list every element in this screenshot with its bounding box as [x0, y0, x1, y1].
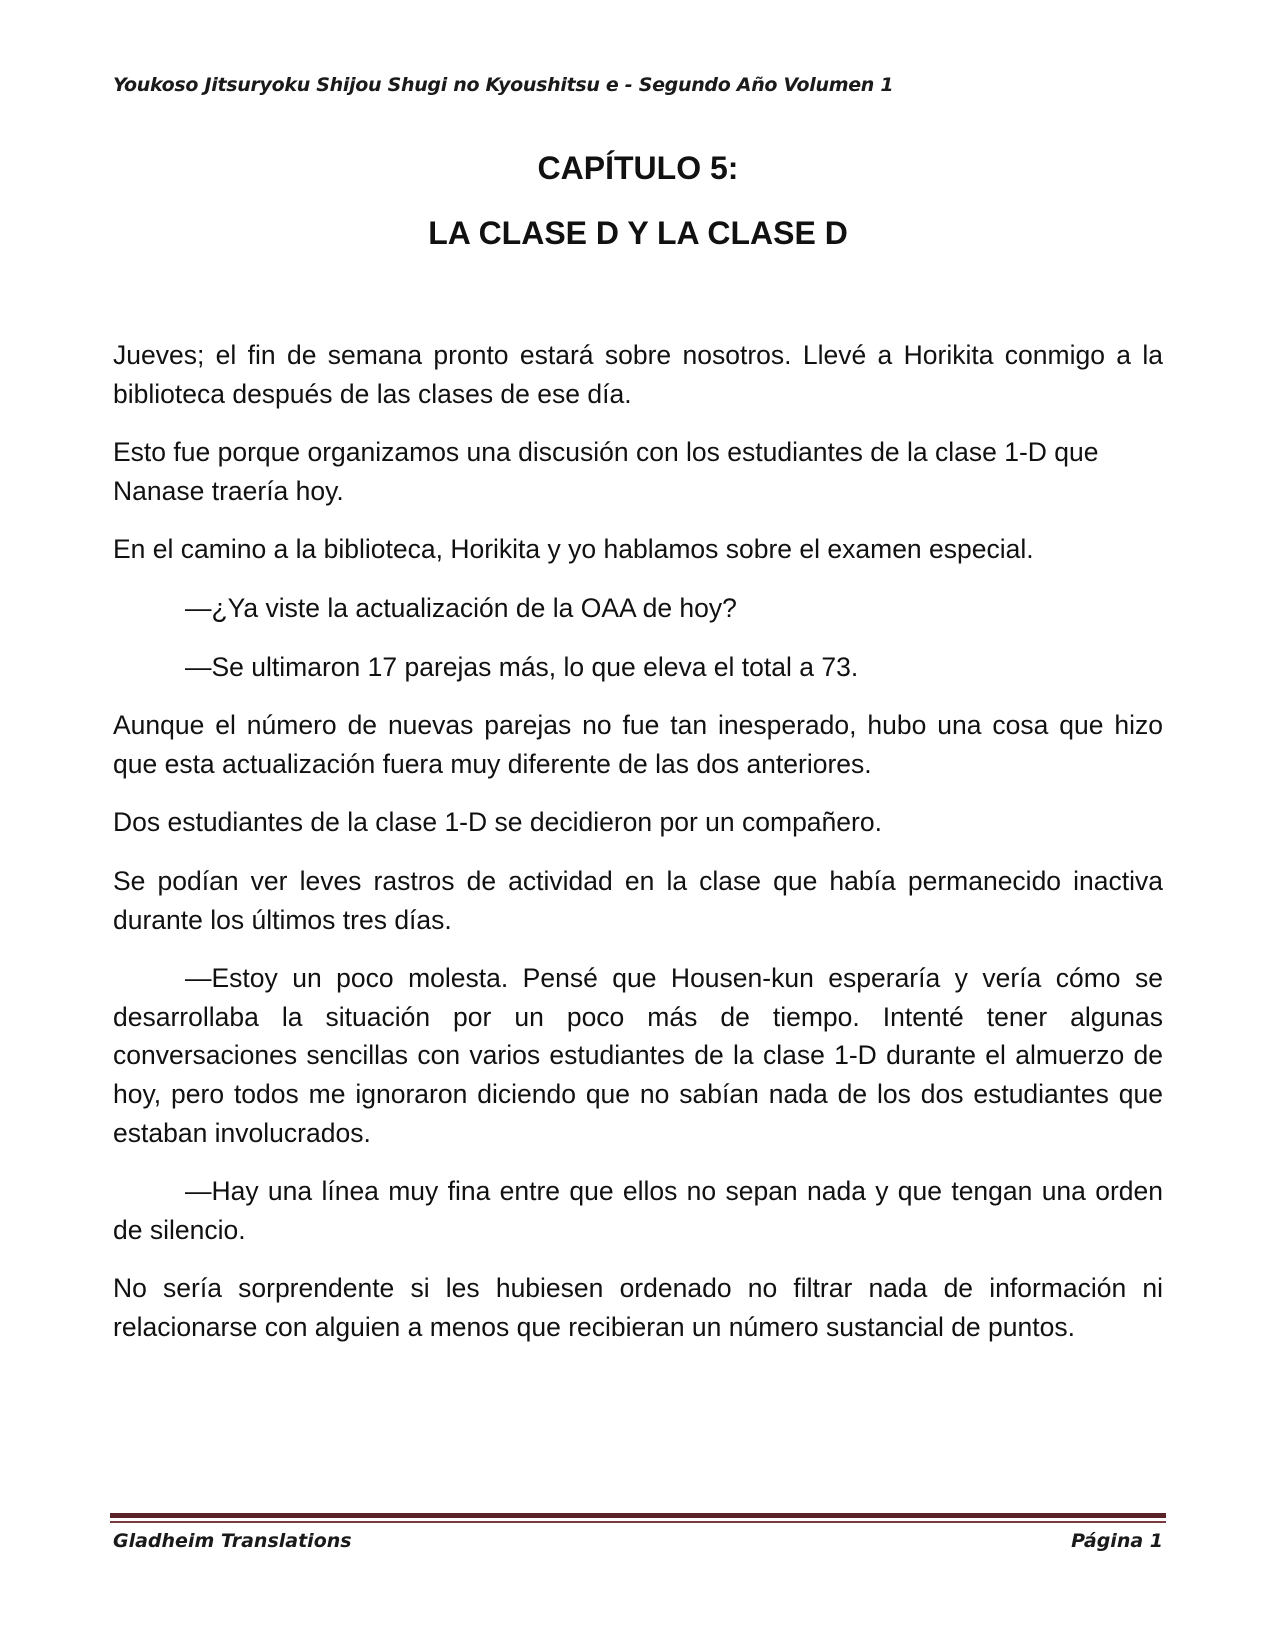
chapter-number: CAPÍTULO 5:: [537, 150, 739, 186]
chapter-title: LA CLASE D Y LA CLASE D: [428, 215, 848, 251]
paragraph: Se podían ver leves rastros de actividad en la clase que había permanecido inactiva durante los últimos tres días.: [113, 865, 1163, 935]
body-text: [113, 336, 1163, 1366]
paragraph: No sería sorprendente si les hubiesen ordenado no filtrar nada de información ni relacionarse con alguien a menos que recibieran un número sustancial de puntos.: [113, 1273, 1163, 1342]
paragraph: Esto fue porque organizamos una discusión con los estudiantes de la clase 1-D que Nanase traería hoy.: [113, 437, 1099, 506]
footer-publisher: Gladheim Translations: [113, 1530, 352, 1552]
dialogue-paragraph: —Se ultimaron 17 parejas más, lo que eleva el total a 73.: [185, 651, 859, 682]
dialogue-paragraph: —Hay una línea muy fina entre que ellos no sepan nada y que tengan una orden de silencio.: [113, 1176, 1163, 1245]
paragraph: Jueves; el fin de semana pronto estará sobre nosotros. Llevé a Horikita conmigo a la biblioteca después de las clases de ese día.: [113, 340, 1163, 409]
paragraph: En el camino a la biblioteca, Horikita y yo hablamos sobre el examen especial.: [113, 534, 1034, 565]
dialogue-paragraph: —Estoy un poco molesta. Pensé que Housen-kun esperaría y vería cómo se desarrollaba la situación por un poco más de tiempo. Intenté tener algunas conversaciones sencillas con varios estudiantes de la clase 1-D durante el almuerzo de hoy, pero todos me ignoraron diciendo que no sabían nada de los dos estudiantes que estaban involucrados.: [113, 963, 1163, 1148]
running-header: Youkoso Jitsuryoku Shijou Shugi no Kyoushitsu e - Segundo Año Volumen 1: [113, 74, 894, 96]
footer-rule: [110, 1513, 1166, 1518]
footer-rule-thin: [110, 1521, 1166, 1523]
paragraph: Dos estudiantes de la clase 1-D se decidieron por un compañero.: [113, 807, 882, 838]
page-number: Página 1: [1071, 1530, 1163, 1552]
dialogue-paragraph: —¿Ya viste la actualización de la OAA de hoy?: [185, 592, 737, 623]
paragraph: Aunque el número de nuevas parejas no fue tan inesperado, hubo una cosa que hizo que esta actualización fuera muy diferente de las dos anteriores.: [113, 710, 1163, 779]
